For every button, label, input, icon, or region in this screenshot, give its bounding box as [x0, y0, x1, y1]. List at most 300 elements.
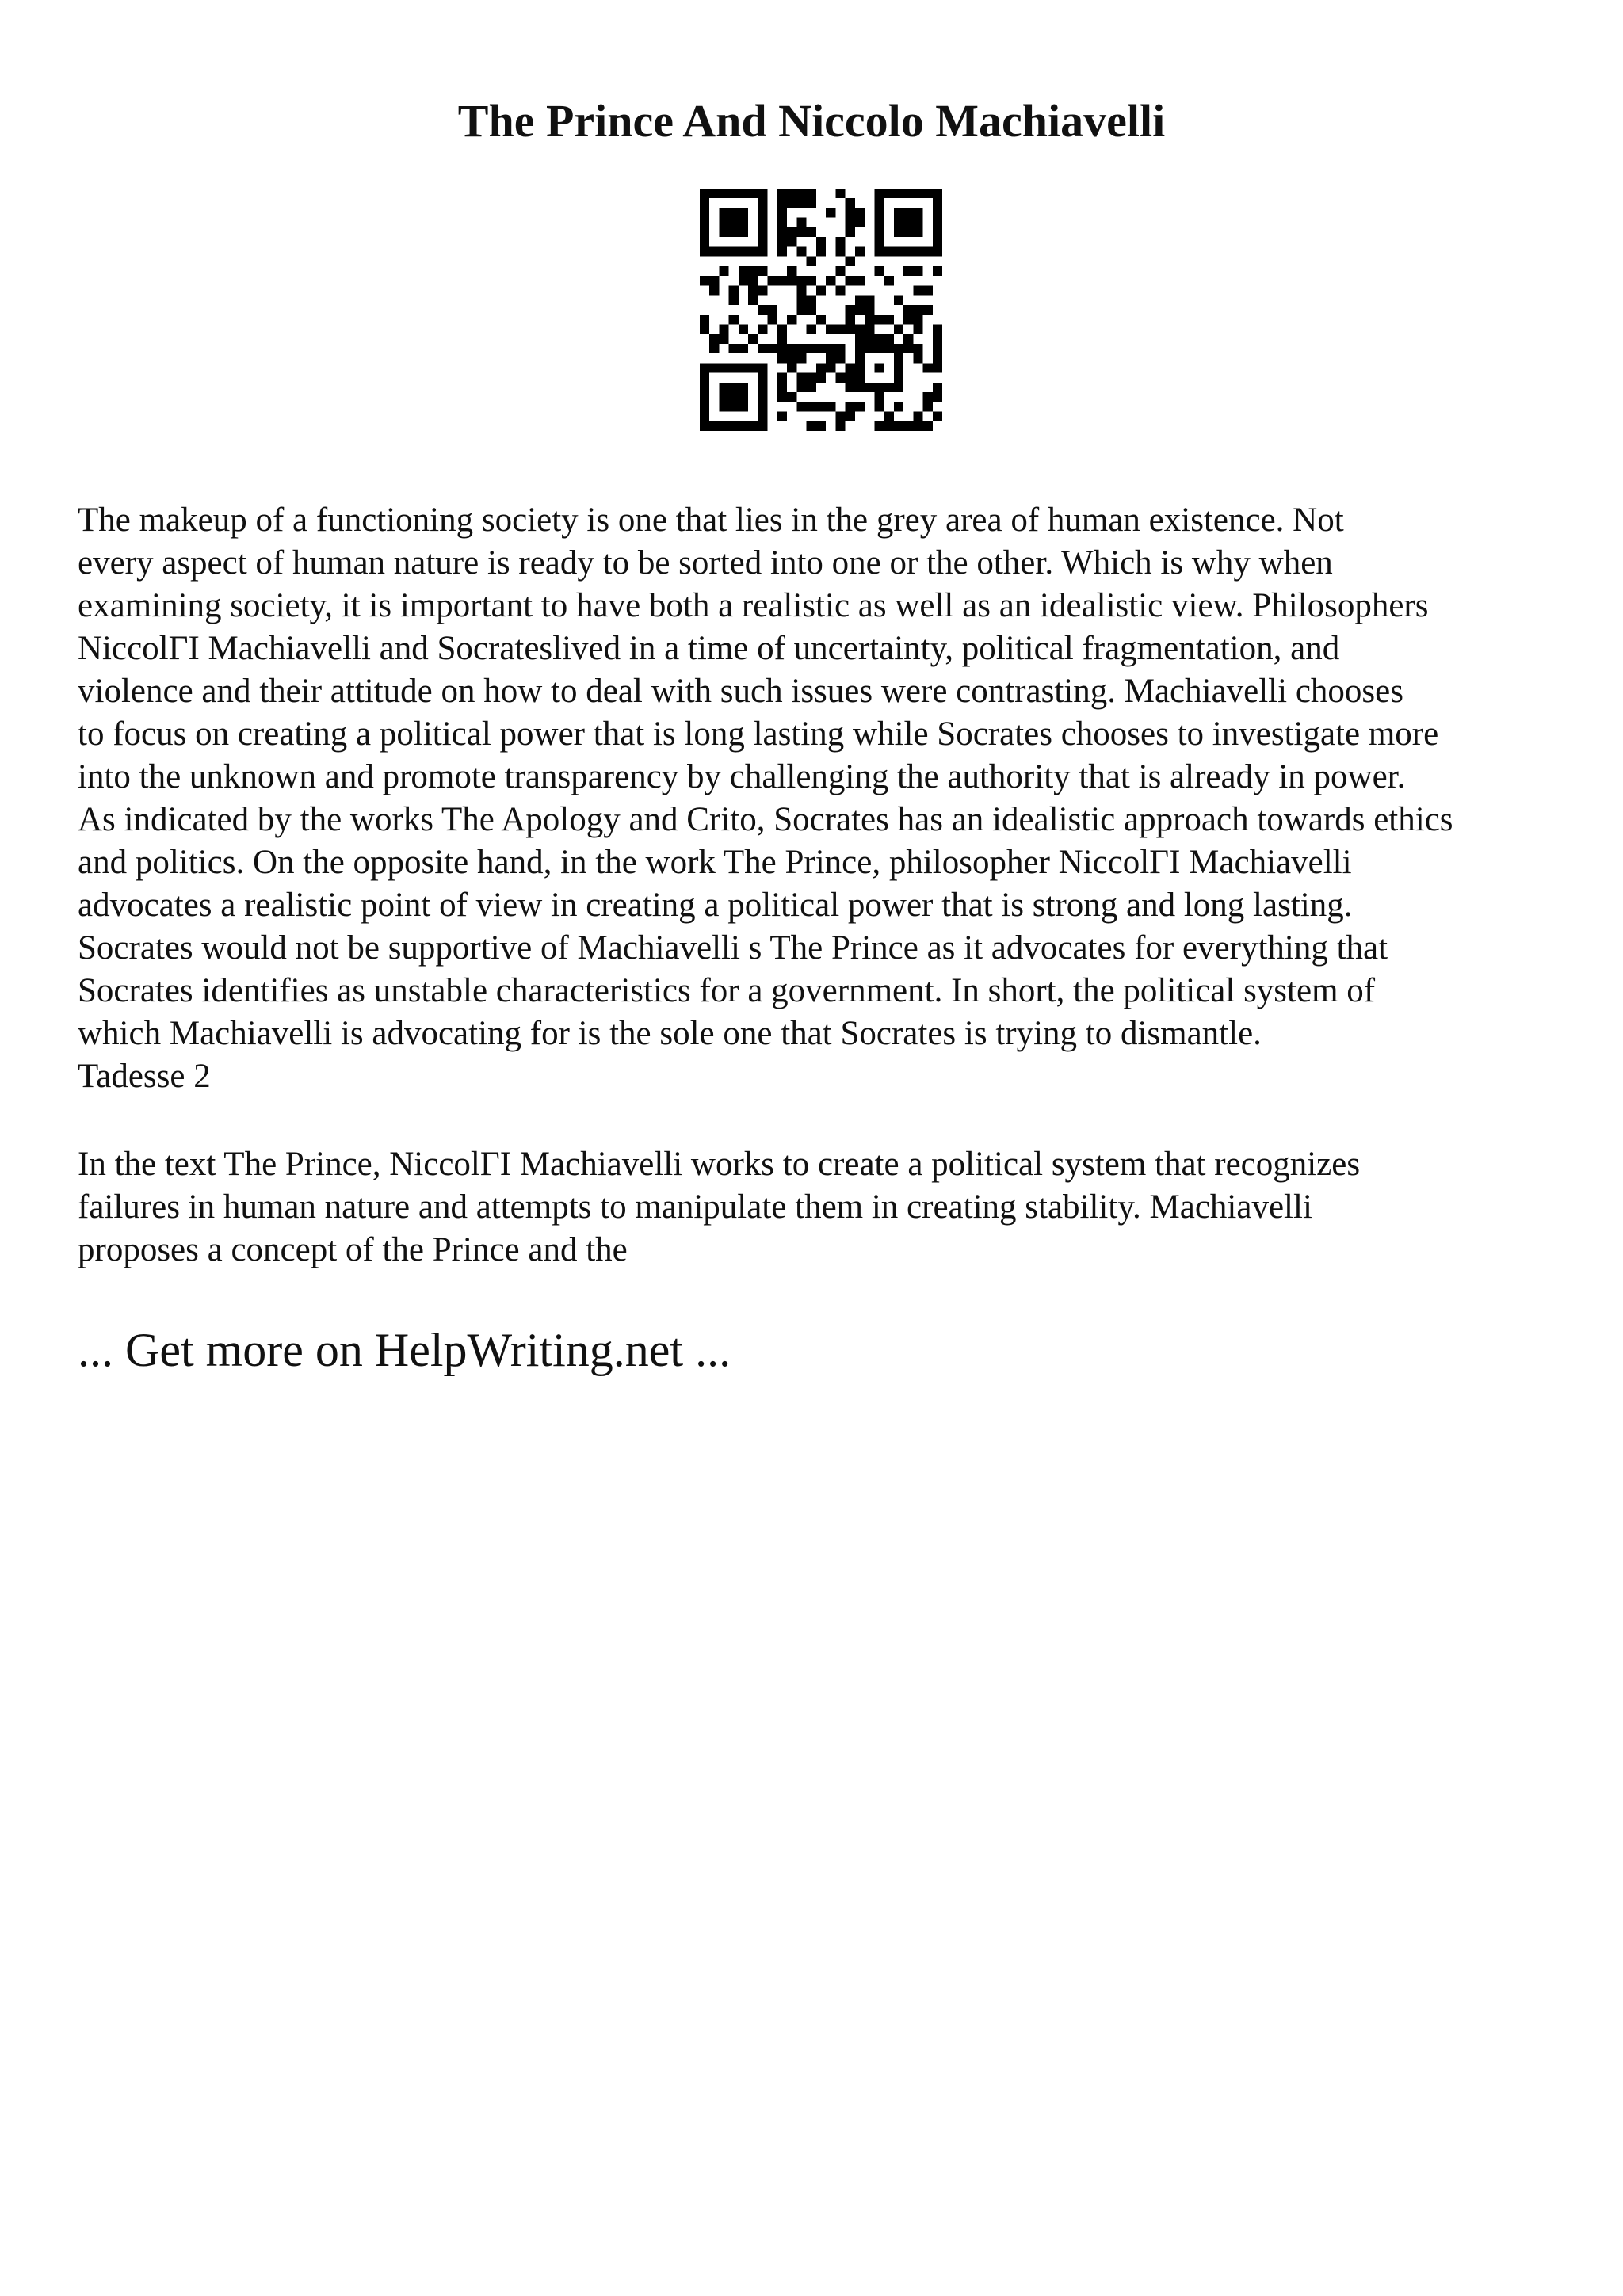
qr-module — [700, 421, 709, 431]
qr-module — [913, 189, 922, 198]
qr-module — [894, 402, 903, 411]
qr-module — [787, 392, 796, 402]
qr-module — [739, 218, 748, 227]
qr-module — [709, 421, 719, 431]
qr-module — [807, 296, 816, 305]
qr-module — [846, 208, 855, 217]
qr-module — [758, 218, 767, 227]
text-line: violence and their attitude on how to deal with such issues were contrasting. Machiavelli chooses — [78, 673, 1403, 710]
qr-module — [807, 383, 816, 392]
qr-module — [835, 412, 845, 421]
qr-module — [777, 373, 787, 383]
qr-module — [758, 412, 767, 421]
qr-module — [748, 421, 758, 431]
qr-module — [739, 189, 748, 198]
text-line: The makeup of a functioning society is one that lies in the grey area of human existence. Not — [78, 502, 1344, 539]
qr-module — [796, 246, 806, 256]
qr-module — [758, 305, 767, 315]
qr-module — [923, 363, 933, 372]
qr-module — [884, 344, 894, 353]
qr-module — [777, 208, 787, 217]
qr-module — [777, 334, 787, 344]
qr-module — [700, 237, 709, 246]
qr-module — [758, 285, 767, 295]
qr-module — [719, 402, 728, 411]
qr-module — [796, 353, 806, 363]
qr-module — [846, 402, 855, 411]
qr-module — [913, 305, 922, 315]
qr-module — [835, 324, 845, 334]
qr-module — [768, 305, 777, 315]
qr-module — [796, 305, 806, 315]
qr-module — [903, 266, 913, 276]
qr-module — [894, 373, 903, 383]
qr-module — [777, 344, 787, 353]
qr-module — [758, 237, 767, 246]
qr-module — [894, 296, 903, 305]
qr-module — [826, 276, 835, 285]
qr-module — [903, 315, 913, 324]
qr-module — [729, 315, 739, 324]
qr-module — [739, 324, 748, 334]
qr-module — [709, 285, 719, 295]
qr-module — [884, 276, 894, 285]
qr-module — [709, 189, 719, 198]
qr-module — [874, 246, 884, 256]
qr-module — [729, 246, 739, 256]
qr-module — [923, 392, 933, 402]
qr-module — [807, 402, 816, 411]
qr-module — [933, 237, 942, 246]
qr-module — [903, 334, 913, 344]
qr-module — [816, 344, 826, 353]
qr-module — [846, 383, 855, 392]
qr-module — [913, 227, 922, 237]
qr-module — [933, 412, 942, 421]
qr-module — [933, 363, 942, 372]
qr-module — [835, 373, 845, 383]
text-line: advocates a realistic point of view in creating a political power that is strong and long lasting. — [78, 887, 1353, 924]
qr-module — [700, 218, 709, 227]
qr-module — [855, 208, 865, 217]
qr-module — [719, 246, 728, 256]
qr-module — [846, 198, 855, 208]
qr-module — [933, 208, 942, 217]
qr-module — [865, 296, 874, 305]
qr-module — [796, 198, 806, 208]
qr-module — [777, 246, 787, 256]
qr-module — [933, 246, 942, 256]
qr-module — [768, 276, 777, 285]
qr-module — [913, 246, 922, 256]
text-line: In the text The Prince, NiccolΓI Machiavelli works to create a political system that recognizes — [78, 1146, 1361, 1183]
qr-module — [758, 246, 767, 256]
qr-module — [913, 344, 922, 353]
qr-module — [729, 296, 739, 305]
qr-module — [874, 266, 884, 276]
qr-module — [874, 383, 884, 392]
qr-module — [709, 334, 719, 344]
qr-module — [777, 198, 787, 208]
qr-module — [846, 373, 855, 383]
qr-module — [758, 402, 767, 411]
qr-module — [729, 227, 739, 237]
qr-module — [933, 392, 942, 402]
qr-module — [807, 198, 816, 208]
page-header-text: Tadesse 2 — [78, 1058, 211, 1095]
qr-module — [796, 276, 806, 285]
qr-module — [777, 392, 787, 402]
qr-module — [807, 276, 816, 285]
qr-module — [894, 227, 903, 237]
qr-module — [874, 402, 884, 411]
qr-module — [709, 276, 719, 285]
qr-module — [700, 208, 709, 217]
qr-module — [894, 246, 903, 256]
qr-module — [758, 189, 767, 198]
qr-module — [729, 383, 739, 392]
qr-module — [729, 189, 739, 198]
qr-module — [758, 363, 767, 372]
qr-module — [855, 383, 865, 392]
qr-module — [826, 208, 835, 217]
qr-module — [729, 285, 739, 295]
qr-module — [894, 363, 903, 372]
qr-module — [729, 421, 739, 431]
qr-module — [855, 218, 865, 227]
qr-module — [884, 315, 894, 324]
qr-module — [777, 218, 787, 227]
qr-module — [748, 189, 758, 198]
qr-module — [700, 402, 709, 411]
qr-module — [874, 334, 884, 344]
qr-module — [884, 421, 894, 431]
qr-module — [729, 218, 739, 227]
qr-module — [777, 324, 787, 334]
qr-module — [913, 315, 922, 324]
qr-module — [787, 237, 796, 246]
qr-module — [719, 266, 728, 276]
qr-module — [748, 285, 758, 295]
qr-module — [855, 276, 865, 285]
qr-module — [796, 227, 806, 237]
qr-module — [913, 421, 922, 431]
qr-module — [933, 344, 942, 353]
qr-module — [768, 344, 777, 353]
text-line: examining society, it is important to have both a realistic as well as an idealistic view. Philosophers — [78, 587, 1429, 624]
qr-module — [855, 334, 865, 344]
qr-module — [835, 266, 845, 276]
qr-module — [777, 227, 787, 237]
qr-module — [874, 189, 884, 198]
qr-module — [865, 305, 874, 315]
qr-module — [739, 344, 748, 353]
qr-module — [923, 189, 933, 198]
qr-module — [933, 353, 942, 363]
qr-module — [913, 218, 922, 227]
qr-module — [923, 246, 933, 256]
qr-module — [758, 208, 767, 217]
qr-module — [903, 208, 913, 217]
qr-module — [739, 392, 748, 402]
qr-module — [796, 402, 806, 411]
qr-module — [739, 421, 748, 431]
qr-module — [903, 305, 913, 315]
qr-module — [748, 276, 758, 285]
qr-module — [846, 227, 855, 237]
qr-module — [739, 276, 748, 285]
qr-module — [903, 227, 913, 237]
qr-module — [855, 296, 865, 305]
paragraph-intro — [78, 499, 1583, 1098]
qr-module — [748, 334, 758, 344]
qr-module — [758, 198, 767, 208]
qr-module — [835, 237, 845, 246]
text-line: As indicated by the works The Apology and Crito, Socrates has an idealistic approach towards ethics — [78, 801, 1453, 838]
qr-module — [874, 392, 884, 402]
text-line: NiccolΓI Machiavelli and Socrateslived in a time of uncertainty, political fragmentation, and — [78, 630, 1340, 667]
qr-module — [719, 324, 728, 334]
qr-module — [933, 266, 942, 276]
qr-module — [894, 208, 903, 217]
qr-module — [913, 266, 922, 276]
qr-module — [894, 421, 903, 431]
qr-module — [748, 363, 758, 372]
qr-module — [719, 218, 728, 227]
qr-module — [913, 412, 922, 421]
qr-module — [758, 421, 767, 431]
qr-module — [758, 266, 767, 276]
qr-module — [846, 363, 855, 372]
qr-module — [787, 189, 796, 198]
qr-module — [874, 208, 884, 217]
qr-module — [729, 392, 739, 402]
qr-module — [777, 189, 787, 198]
document-title: The Prince And Niccolo Machiavelli — [457, 95, 1166, 147]
qr-module — [777, 412, 787, 421]
qr-module — [719, 189, 728, 198]
qr-module — [835, 353, 845, 363]
qr-module — [758, 227, 767, 237]
text-line: Socrates would not be supportive of Machiavelli s The Prince as it advocates for everything that — [78, 929, 1388, 967]
qr-module — [777, 383, 787, 392]
qr-module — [903, 246, 913, 256]
qr-module — [874, 227, 884, 237]
qr-module — [816, 373, 826, 383]
text-line: proposes a concept of the Prince and the — [78, 1231, 628, 1268]
qr-module — [923, 305, 933, 315]
text-line: which Machiavelli is advocating for is the sole one that Socrates is trying to dismantle. — [78, 1015, 1262, 1052]
qr-module — [807, 421, 816, 431]
qr-module — [700, 198, 709, 208]
qr-module — [700, 315, 709, 324]
qr-module — [796, 296, 806, 305]
qr-module — [855, 246, 865, 256]
qr-module — [855, 373, 865, 383]
qr-module — [835, 344, 845, 353]
qr-module — [807, 227, 816, 237]
qr-module — [729, 363, 739, 372]
qr-module — [874, 237, 884, 246]
qr-module — [758, 373, 767, 383]
qr-module — [865, 344, 874, 353]
qr-module — [933, 383, 942, 392]
qr-module — [884, 334, 894, 344]
qr-module — [719, 363, 728, 372]
qr-module — [816, 421, 826, 431]
qr-module — [807, 324, 816, 334]
qr-module — [700, 363, 709, 372]
qr-module — [874, 218, 884, 227]
qr-module — [787, 344, 796, 353]
qr-module — [874, 315, 884, 324]
qr-module — [826, 353, 835, 363]
qr-module — [933, 189, 942, 198]
qr-module — [796, 218, 806, 227]
qr-module — [933, 227, 942, 237]
qr-module — [874, 363, 884, 372]
qr-module — [933, 324, 942, 334]
qr-module — [777, 353, 787, 363]
qr-module — [884, 189, 894, 198]
qr-module — [846, 412, 855, 421]
qr-module — [787, 276, 796, 285]
qr-module — [739, 246, 748, 256]
qr-module — [855, 402, 865, 411]
qr-module — [903, 189, 913, 198]
qr-module — [729, 344, 739, 353]
qr-module — [777, 237, 787, 246]
qr-module — [787, 363, 796, 372]
qr-module — [865, 334, 874, 344]
qr-module — [796, 383, 806, 392]
qr-module — [748, 296, 758, 305]
qr-module — [739, 208, 748, 217]
qr-module — [846, 324, 855, 334]
text-line: every aspect of human nature is ready to be sorted into one or the other. Which is why when — [78, 544, 1333, 582]
qr-module — [719, 421, 728, 431]
qr-module — [787, 198, 796, 208]
qr-module — [894, 383, 903, 392]
get-more-link[interactable]: ... Get more on HelpWriting.net ... — [78, 1324, 731, 1376]
qr-module — [796, 189, 806, 198]
qr-module — [700, 227, 709, 237]
qr-module — [933, 334, 942, 344]
qr-module — [894, 324, 903, 334]
qr-module — [739, 402, 748, 411]
qr-module — [739, 383, 748, 392]
qr-module — [709, 246, 719, 256]
qr-module — [816, 402, 826, 411]
qr-module — [826, 324, 835, 334]
qr-module — [835, 285, 845, 295]
qr-module — [700, 412, 709, 421]
qr-module — [739, 363, 748, 372]
qr-module — [719, 383, 728, 392]
text-line: and politics. On the opposite hand, in the work The Prince, philosopher NiccolΓI Machiavelli — [78, 844, 1352, 881]
qr-module — [787, 227, 796, 237]
qr-module — [826, 344, 835, 353]
qr-module — [884, 383, 894, 392]
qr-module — [807, 189, 816, 198]
qr-module — [846, 218, 855, 227]
qr-module — [835, 421, 845, 431]
qr-module — [787, 266, 796, 276]
qr-module — [826, 402, 835, 411]
qr-module — [846, 305, 855, 315]
qr-module — [719, 208, 728, 217]
qr-module — [700, 383, 709, 392]
qr-module — [846, 257, 855, 266]
qr-module — [865, 383, 874, 392]
qr-module — [700, 276, 709, 285]
qr-module — [787, 353, 796, 363]
qr-module — [816, 363, 826, 372]
text-line: failures in human nature and attempts to manipulate them in creating stability. Machiavelli — [78, 1188, 1312, 1226]
qr-module — [923, 285, 933, 295]
qr-module — [913, 208, 922, 217]
qr-module — [796, 285, 806, 295]
qr-module — [719, 227, 728, 237]
qr-module — [816, 285, 826, 295]
qr-module — [758, 383, 767, 392]
qr-module — [855, 324, 865, 334]
qr-module — [700, 189, 709, 198]
qr-module — [796, 344, 806, 353]
qr-module — [709, 344, 719, 353]
qr-module — [903, 421, 913, 431]
qr-code-icon[interactable] — [700, 189, 942, 431]
qr-module — [923, 421, 933, 431]
qr-module — [933, 198, 942, 208]
qr-module — [913, 353, 922, 363]
qr-module — [923, 402, 933, 411]
qr-module — [835, 189, 845, 198]
qr-module — [700, 324, 709, 334]
text-line: to focus on creating a political power that is long lasting while Socrates chooses to investigate more — [78, 715, 1439, 753]
qr-module — [729, 402, 739, 411]
qr-module — [700, 373, 709, 383]
qr-module — [903, 218, 913, 227]
qr-module — [719, 334, 728, 344]
qr-module — [807, 373, 816, 383]
qr-module — [796, 373, 806, 383]
qr-module — [903, 344, 913, 353]
qr-module — [874, 198, 884, 208]
qr-module — [768, 315, 777, 324]
qr-module — [739, 266, 748, 276]
qr-module — [729, 208, 739, 217]
qr-module — [748, 266, 758, 276]
qr-module — [865, 315, 874, 324]
qr-module — [807, 257, 816, 266]
qr-module — [758, 324, 767, 334]
qr-module — [855, 353, 865, 363]
qr-module — [855, 344, 865, 353]
qr-module — [777, 276, 787, 285]
qr-module — [874, 344, 884, 353]
qr-module — [855, 305, 865, 315]
qr-module — [913, 324, 922, 334]
paragraph-body — [78, 1143, 1583, 1272]
qr-module — [855, 363, 865, 372]
qr-module — [894, 344, 903, 353]
qr-module — [913, 285, 922, 295]
qr-module — [884, 246, 894, 256]
qr-module — [846, 276, 855, 285]
qr-module — [884, 412, 894, 421]
qr-module — [807, 344, 816, 353]
